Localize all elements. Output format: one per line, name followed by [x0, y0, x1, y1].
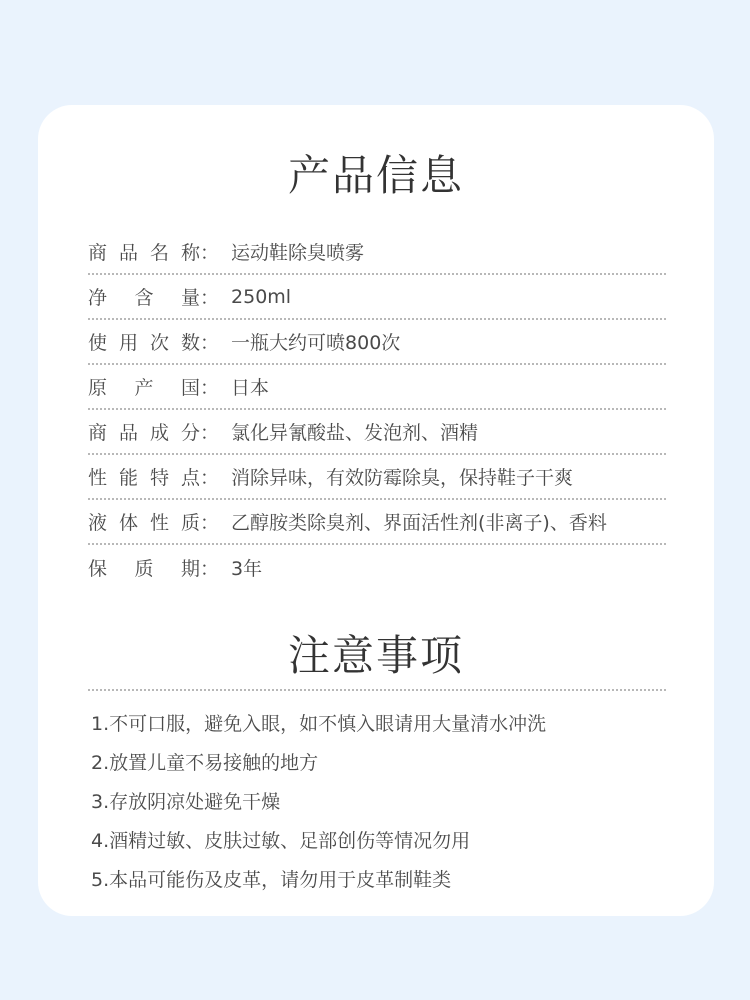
- info-separator: ：: [200, 422, 220, 444]
- note-item: 1.不可口服，避免入眼，如不慎入眼请用大量清水冲洗: [91, 713, 547, 735]
- info-separator: ：: [200, 558, 220, 580]
- note-item: 2.放置儿童不易接触的地方: [91, 752, 319, 774]
- info-separator: ：: [200, 242, 220, 264]
- info-value: 250ml: [231, 285, 292, 308]
- info-label: 液体性质: [88, 512, 200, 534]
- info-separator: ：: [200, 512, 220, 534]
- info-row-origin: [88, 365, 666, 410]
- info-value: 一瓶大约可喷800次: [231, 332, 401, 354]
- note-item: 4.酒精过敏、皮肤过敏、足部创伤等情况勿用: [91, 830, 471, 852]
- info-value: 3年: [231, 558, 263, 580]
- notes-divider: [88, 689, 666, 691]
- info-label: 净含量: [88, 287, 200, 309]
- info-row-volume: [88, 275, 666, 320]
- info-label: 商品成分: [88, 422, 200, 444]
- info-value: 日本: [231, 377, 270, 399]
- info-label: 保质期: [88, 558, 200, 580]
- info-separator: ：: [200, 377, 220, 399]
- info-label: 使用次数: [88, 332, 200, 354]
- info-value: 乙醇胺类除臭剂、界面活性剂(非离子)、香料: [231, 512, 607, 534]
- info-separator: ：: [200, 287, 220, 309]
- info-separator: ：: [200, 467, 220, 489]
- info-separator: ：: [200, 332, 220, 354]
- notes-list: [91, 703, 546, 898]
- note-item: 5.本品可能伤及皮革，请勿用于皮革制鞋类: [91, 869, 452, 891]
- info-row-features: [88, 455, 666, 500]
- notes-title: 注意事项: [287, 631, 464, 680]
- info-card: [38, 105, 714, 916]
- info-value: 氯化异氰酸盐、发泡剂、酒精: [231, 422, 479, 444]
- info-row-name: [88, 230, 666, 275]
- info-label: 原产国: [88, 377, 200, 399]
- product-info-title: 产品信息: [287, 151, 464, 200]
- info-label: 商品名称: [88, 242, 200, 264]
- product-info-list: [88, 230, 666, 590]
- info-row-liquid: [88, 500, 666, 545]
- info-row-usage: [88, 320, 666, 365]
- info-row-ingredients: [88, 410, 666, 455]
- info-value: 运动鞋除臭喷雾: [231, 242, 365, 264]
- info-value: 消除异味，有效防霉除臭，保持鞋子干爽: [231, 467, 574, 489]
- note-item: 3.存放阴凉处避免干燥: [91, 791, 281, 813]
- info-row-shelf-life: [88, 545, 666, 590]
- info-label: 性能特点: [88, 467, 200, 489]
